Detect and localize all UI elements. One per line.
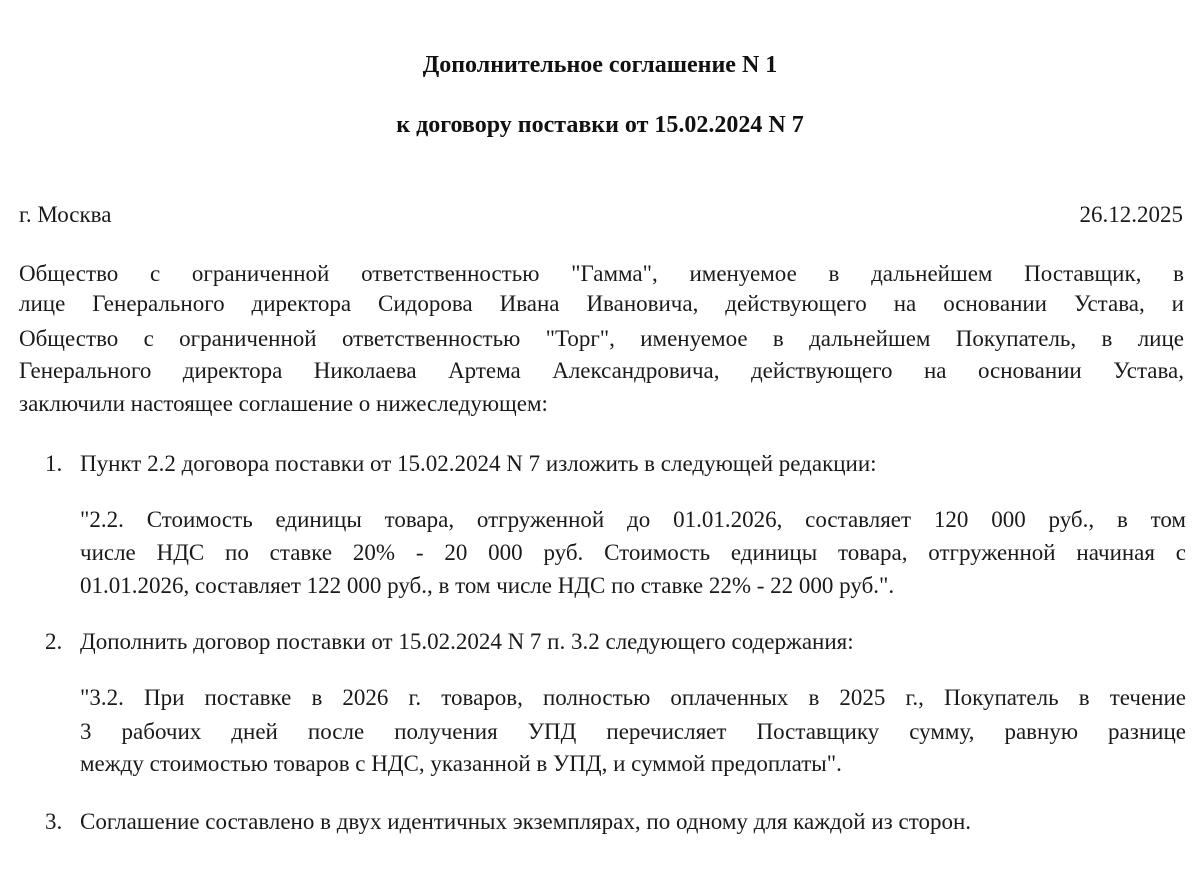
preamble-line: Общество с ограниченной ответственностью "Торг", именуемое в дальнейшем Покупатель, в лице (19, 326, 1184, 351)
preamble-line: лице Генерального директора Сидорова Ивана Ивановича, действующего на основании Устава, и (19, 291, 1184, 316)
quote-line: 3 рабочих дней после получения УПД перечисляет Поставщику сумму, равную разнице (80, 719, 1186, 744)
preamble-line: Общество с ограниченной ответственностью "Гамма", именуемое в дальнейшем Поставщик, в (19, 261, 1184, 286)
preamble-line: Генерального директора Николаева Артема Александровича, действующего на основании Устава, (19, 358, 1184, 383)
quote-line: "2.2. Стоимость единицы товара, отгруженной до 01.01.2026, составляет 120 000 руб., в том (80, 507, 1186, 532)
preamble-line: заключили настоящее соглашение о нижеследующем: (19, 391, 548, 416)
quote-line: 01.01.2026, составляет 122 000 руб., в том числе НДС по ставке 22% - 22 000 руб.". (80, 573, 895, 598)
quote-line: "3.2. При поставке в 2026 г. товаров, полностью оплаченных в 2025 г., Покупатель в течение (80, 685, 1186, 710)
item-number: 2. (45, 629, 63, 654)
item-text: Соглашение составлено в двух идентичных экземплярах, по одному для каждой из сторон. (80, 809, 972, 834)
document-date: 26.12.2025 (1079, 202, 1183, 227)
document-city: г. Москва (19, 202, 112, 227)
item-text: Пункт 2.2 договора поставки от 15.02.2024 N 7 изложить в следующей редакции: (80, 451, 877, 476)
item-number: 3. (45, 809, 63, 834)
item-text: Дополнить договор поставки от 15.02.2024 N 7 п. 3.2 следующего содержания: (80, 629, 854, 654)
document-subtitle: к договору поставки от 15.02.2024 N 7 (396, 112, 804, 138)
quote-line: между стоимостью товаров с НДС, указанной в УПД, и суммой предоплаты". (80, 751, 842, 776)
document-title: Дополнительное соглашение N 1 (422, 52, 778, 78)
quote-line: числе НДС по ставке 20% - 20 000 руб. Стоимость единицы товара, отгруженной начиная с (80, 540, 1186, 565)
item-number: 1. (45, 451, 63, 476)
